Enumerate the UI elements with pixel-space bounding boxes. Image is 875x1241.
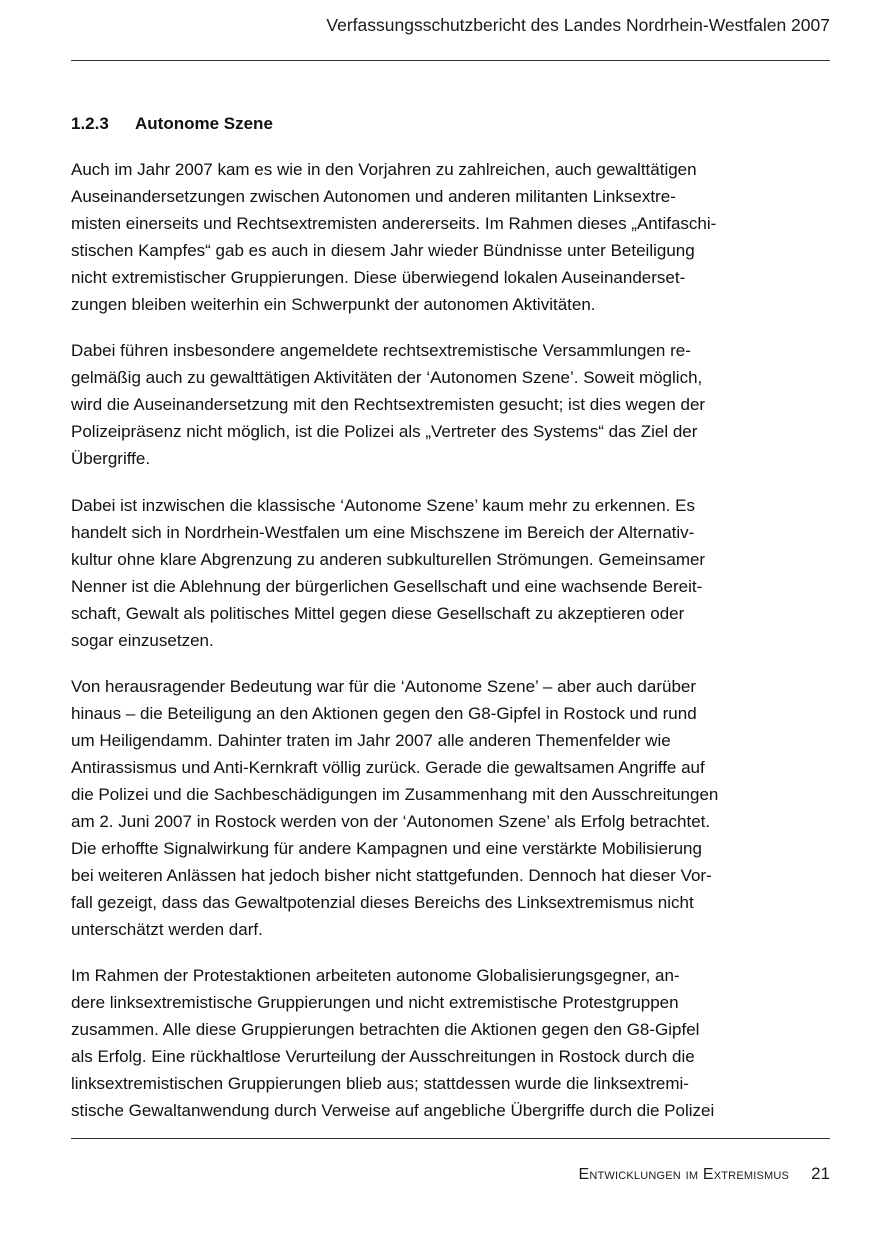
text-line: fall gezeigt, dass das Gewaltpotenzial dieses Bereichs des Linksextremismus nicht [71,892,694,912]
text-line: hinaus – die Beteiligung an den Aktionen gegen den G8-Gipfel in Rostock und rund [71,704,697,724]
text-line: linksextremistischen Gruppierungen blieb aus; stattdessen wurde die linksextremi- [71,1074,689,1094]
text-line: stischen Kampfes“ gab es auch in diesem Jahr wieder Bündnisse unter Beteiligung [71,240,695,260]
text-line: dere linksextremistische Gruppierungen und nicht extremistische Protestgruppen [71,993,679,1013]
text-line: zungen bleiben weiterhin ein Schwerpunkt der autonomen Aktivitäten. [71,294,596,314]
text-line: Im Rahmen der Protestaktionen arbeiteten autonome Globalisierungsgegner, an- [71,966,680,986]
header-rule [71,60,830,61]
text-line: wird die Auseinandersetzung mit den Rechtsextremisten gesucht; ist dies wegen der [71,395,706,415]
text-line: sogar einzusetzen. [71,630,214,650]
text-line: Nenner ist die Ablehnung der bürgerlichen Gesellschaft und eine wachsende Bereit- [71,576,703,596]
running-header: Verfassungsschutzbericht des Landes Nordrhein-Westfalen 2007 [326,15,830,35]
text-line: Antirassismus und Anti-Kernkraft völlig zurück. Gerade die gewaltsamen Angriffe auf [71,758,705,778]
footer-rule [71,1138,830,1139]
text-line: kultur ohne klare Abgrenzung zu anderen subkulturellen Strömungen. Gemeinsamer [71,549,706,569]
page-content [71,110,791,1145]
text-line: bei weiteren Anlässen hat jedoch bisher nicht stattgefunden. Dennoch hat dieser Vor- [71,865,712,885]
text-line: gelmäßig auch zu gewalttätigen Aktivitäten der ‘Autonomen Szene’. Soweit möglich, [71,368,703,388]
text-line: die Polizei und die Sachbeschädigungen im Zusammenhang mit den Ausschreitungen [71,785,719,805]
text-line: Dabei ist inzwischen die klassische ‘Autonome Szene’ kaum mehr zu erkennen. Es [71,495,695,515]
text-line: Die erhoffte Signalwirkung für andere Kampagnen und eine verstärkte Mobilisierung [71,838,702,858]
text-line: Polizeipräsenz nicht möglich, ist die Polizei als „Vertreter des Systems“ das Ziel der [71,422,698,442]
page-number: 21 [811,1164,830,1183]
text-line: zusammen. Alle diese Gruppierungen betrachten die Aktionen gegen den G8-Gipfel [71,1020,700,1040]
text-line: um Heiligendamm. Dahinter traten im Jahr 2007 alle anderen Themenfelder wie [71,731,671,751]
footer-title: Entwicklungen im Extremismus [578,1166,790,1183]
text-line: Auseinandersetzungen zwischen Autonomen und anderen militanten Linksextre- [71,186,676,206]
section-heading [71,110,791,138]
text-line: handelt sich in Nordrhein-Westfalen um eine Mischszene im Bereich der Alternativ- [71,522,695,542]
text-line: unterschätzt werden darf. [71,919,263,939]
text-line: Übergriffe. [71,449,151,469]
text-line: stische Gewaltanwendung durch Verweise auf angebliche Übergriffe durch die Polizei [71,1101,715,1120]
text-line: nicht extremistischer Gruppierungen. Diese überwiegend lokalen Auseinanderset- [71,267,686,287]
text-line: Auch im Jahr 2007 kam es wie in den Vorjahren zu zahlreichen, auch gewalttätigen [71,160,697,179]
paragraph [71,963,791,1124]
paragraph [71,493,791,654]
paragraph [71,338,791,473]
text-line: schaft, Gewalt als politisches Mittel gegen diese Gesellschaft zu akzeptieren oder [71,603,685,623]
text-line: als Erfolg. Eine rückhaltlose Verurteilung der Ausschreitungen in Rostock durch die [71,1047,695,1067]
text-line: Dabei führen insbesondere angemeldete rechtsextremistische Versammlungen re- [71,341,691,361]
paragraph [71,157,791,318]
body-text [71,157,791,1125]
paragraph [71,674,791,943]
running-footer [578,1162,830,1187]
text-line: misten einerseits und Rechtsextremisten andererseits. Im Rahmen dieses „Antifaschi- [71,213,717,233]
section-number: 1.2.3 [71,114,109,133]
text-line: Von herausragender Bedeutung war für die ‘Autonome Szene’ – aber auch darüber [71,677,697,697]
section-title: Autonome Szene [135,114,273,133]
text-line: am 2. Juni 2007 in Rostock werden von der ‘Autonomen Szene’ als Erfolg betrachtet. [71,811,711,831]
